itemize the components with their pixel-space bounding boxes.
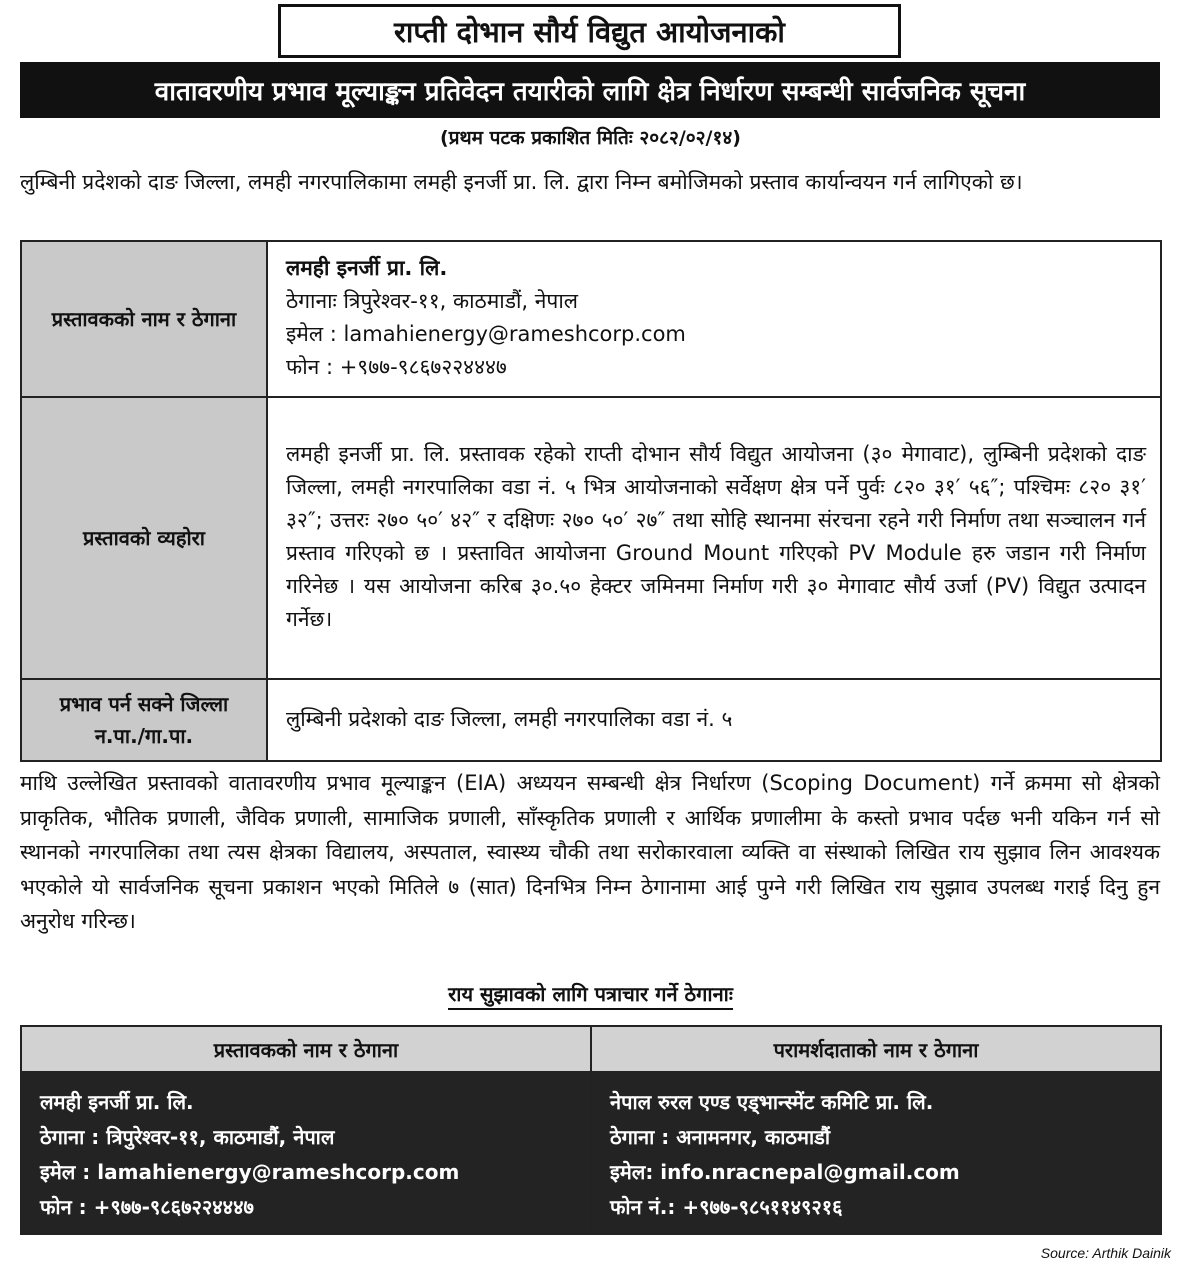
consultant-contact-column bbox=[590, 1027, 1160, 1233]
consultant-contact-address: ठेगाना : अनामनगर, काठमाडौं bbox=[610, 1125, 831, 1149]
proponent-email: इमेल : lamahienergy@rameshcorp.com bbox=[286, 322, 686, 346]
proposal-text: लमही इनर्जी प्रा. लि. प्रस्तावक रहेको राप्ती दोभान सौर्य विद्युत आयोजना (३० मेगावाट), लुम्बिनी प्रदेशको दाङ जिल्ला, लमही नगरपालिका वडा नं. ५ भित्र आयोजनाको सर्वेक्षण क्षेत्र पर्ने पुर्वः ८२० ३१′ ५६″; पश्चिमः ८२० ३१′ ३२″; उत्तरः २७० ५०′ ४२″ र दक्षिणः २७० ५०′ २७″ तथा सोहि स्थानमा संरचना रहने गरी निर्माण तथा सञ्चालन गर्न प्रस्ताव गरिएको छ । प्रस्तावित आयोजना Ground Mount गरिएको PV Module हरु जडान गरी निर्माण गरिनेछ । यस आयोजना करिब ३०.५० हेक्टर जमिनमा निर्माण गरी ३० मेगावाट सौर्य उर्जा (PV) विद्युत उत्पादन गर्नेछ। bbox=[267, 397, 1161, 679]
proponent-name: लमही इनर्जी प्रा. लि. bbox=[286, 256, 448, 280]
proponent-contact-phone: फोन : +९७७-९८६७२२४४४७ bbox=[40, 1195, 254, 1219]
affected-area-label: प्रभाव पर्न सक्ने जिल्ला न.पा./गा.पा. bbox=[21, 679, 267, 761]
notice-title: राप्ती दोभान सौर्य विद्युत आयोजनाको bbox=[278, 4, 901, 58]
correspondence-heading-wrap bbox=[0, 980, 1181, 1007]
consultant-contact-header: परामर्शदाताको नाम र ठेगाना bbox=[592, 1027, 1160, 1073]
scoping-paragraph: माथि उल्लेखित प्रस्तावको वातावरणीय प्रभाव मूल्याङ्कन (EIA) अध्ययन सम्बन्धी क्षेत्र निर्धारण (Scoping Document) गर्ने क्रममा सो क्षेत्रको प्राकृतिक, भौतिक प्रणाली, जैविक प्रणाली, सामाजिक प्रणाली, साँस्कृतिक प्रणाली र आर्थिक प्रणालीमा के कस्तो प्रभाव पर्दछ भनी यकिन गर्न सो स्थानको नगरपालिका तथा त्यस क्षेत्रका विद्यालय, अस्पताल, स्वास्थ्य चौकी तथा सरोकारवाला व्यक्ति वा संस्थाको लिखित राय सुझाव लिन आवश्यक भएकोले यो सार्वजनिक सूचना प्रकाशन भएको मितिले ७ (सात) दिनभित्र निम्न ठेगानामा आई पुग्ने गरी लिखित राय सुझाव उपलब्ध गराई दिनु हुन अनुरोध गरिन्छ। bbox=[20, 771, 1160, 933]
proponent-phone: फोन : +९७७-९८६७२२४४४७ bbox=[286, 355, 507, 379]
proponent-row bbox=[21, 241, 1161, 397]
affected-area-row bbox=[21, 679, 1161, 761]
proponent-contact-column bbox=[22, 1027, 590, 1233]
affected-area-text: लुम्बिनी प्रदेशको दाङ जिल्ला, लमही नगरपालिका वडा नं. ५ bbox=[267, 679, 1161, 761]
publication-date: (प्रथम पटक प्रकाशित मितिः २०८२/०२/१४) bbox=[440, 127, 741, 149]
proponent-contact-email: इमेल : lamahienergy@rameshcorp.com bbox=[40, 1160, 460, 1184]
notice-subtitle: वातावरणीय प्रभाव मूल्याङ्कन प्रतिवेदन तयारीको लागि क्षेत्र निर्धारण सम्बन्धी सार्वजनिक सूचना bbox=[20, 62, 1160, 118]
proponent-details bbox=[267, 241, 1161, 397]
proposal-row bbox=[21, 397, 1161, 679]
proponent-contact-name: लमही इनर्जी प्रा. लि. bbox=[40, 1090, 194, 1114]
intro-paragraph: लुम्बिनी प्रदेशको दाङ जिल्ला, लमही नगरपालिकामा लमही इनर्जी प्रा. लि. द्वारा निम्न बमोजिमको प्रस्ताव कार्यान्वयन गर्न लागिएको छ। bbox=[20, 170, 1023, 194]
correspondence-heading: राय सुझावको लागि पत्राचार गर्ने ठेगानाः bbox=[448, 982, 733, 1010]
consultant-contact-email: इमेल: info.nracnepal@gmail.com bbox=[610, 1160, 960, 1184]
contact-table bbox=[20, 1025, 1162, 1235]
consultant-contact-name: नेपाल रुरल एण्ड एड्भान्स्मेंट कमिटि प्रा. लि. bbox=[610, 1090, 934, 1114]
project-details-table bbox=[20, 240, 1162, 762]
proponent-contact-header: प्रस्तावकको नाम र ठेगाना bbox=[22, 1027, 590, 1073]
consultant-contact-body bbox=[592, 1073, 1160, 1233]
proposal-label: प्रस्तावको व्यहोरा bbox=[21, 397, 267, 679]
proponent-contact-address: ठेगाना : त्रिपुरेश्वर-११, काठमाडौं, नेपाल bbox=[40, 1125, 335, 1149]
consultant-contact-phone: फोन नं.: +९७७-९८५११४९२१६ bbox=[610, 1195, 843, 1219]
source-credit: Source: Arthik Dainik bbox=[1040, 1245, 1171, 1261]
proponent-label: प्रस्तावकको नाम र ठेगाना bbox=[21, 241, 267, 397]
proponent-contact-body bbox=[22, 1073, 590, 1233]
proponent-address: ठेगानाः त्रिपुरेश्वर-११, काठमाडौं, नेपाल bbox=[286, 289, 579, 313]
